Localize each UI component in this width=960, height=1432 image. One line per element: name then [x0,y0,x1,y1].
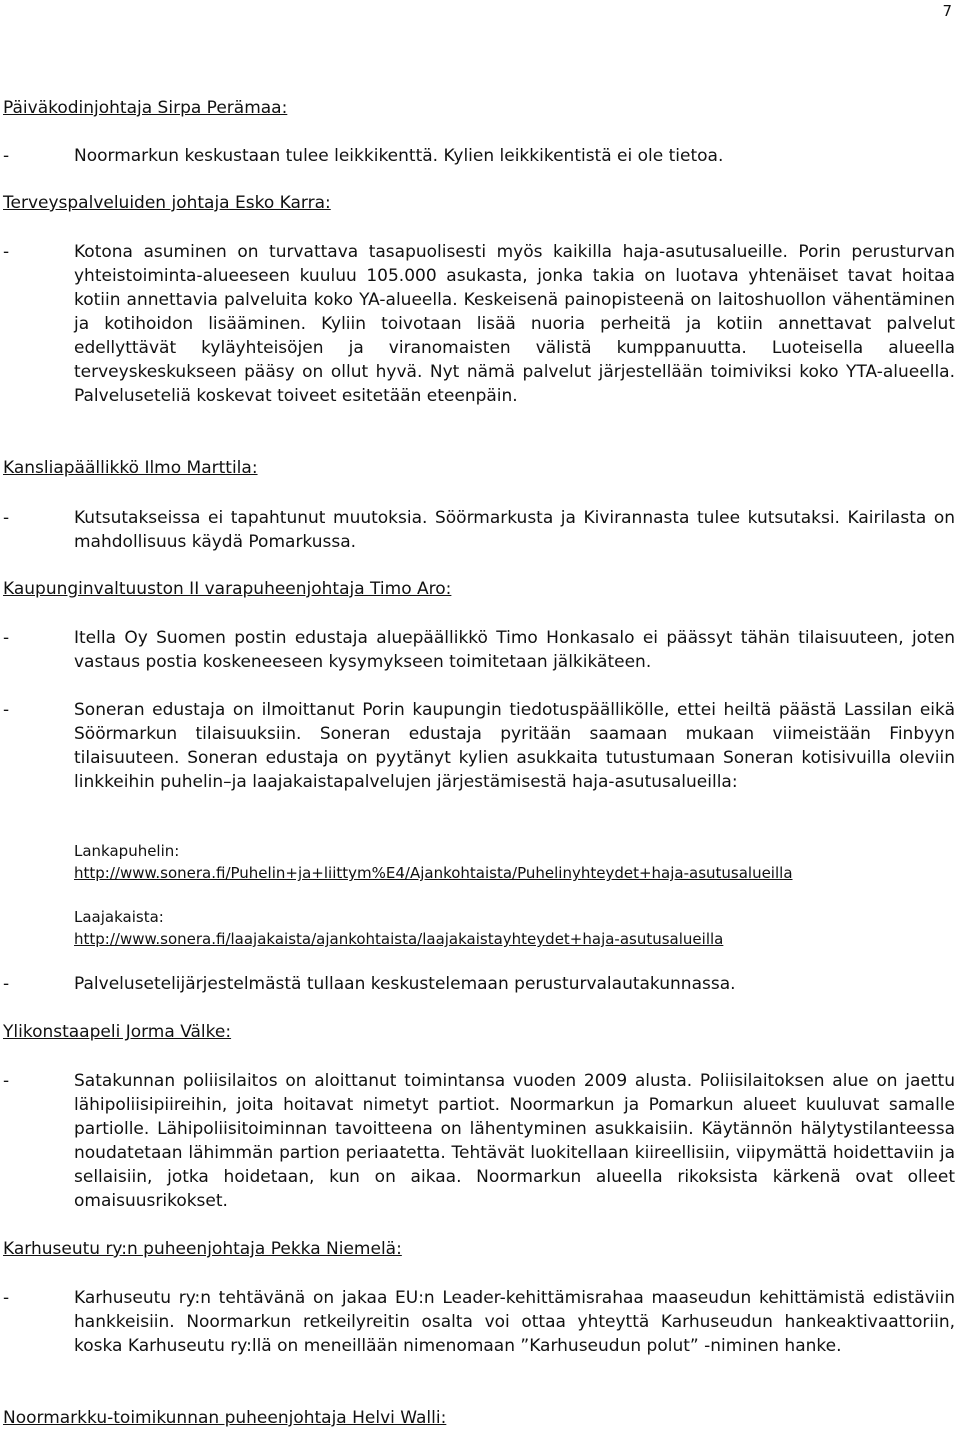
sonera-laajakaista-link[interactable]: http://www.sonera.fi/laajakaista/ajankohtaista/laajakaistayhteydet+haja-asutusalueilla [74,930,724,948]
list-dash: - [3,628,10,648]
list-item-text: Kutsutakseissa ei tapahtunut muutoksia. Söörmarkusta ja Kivirannasta tulee kutsutaksi. Kairilasta on mahdollisuus käydä Pomarkussa. [74,508,955,552]
list-dash: - [3,508,10,528]
link-label-laajakaista: Laajakaista: [74,908,164,926]
section-heading-välke: Ylikonstaapeli Jorma Välke: [3,1022,232,1042]
section-heading-walli: Noormarkku-toimikunnan puheenjohtaja Helvi Walli: [3,1408,447,1428]
list-dash: - [3,146,10,166]
sonera-lankapuhelin-link[interactable]: http://www.sonera.fi/Puhelin+ja+liittym%E4/Ajankohtaista/Puhelinyhteydet+haja-asutusalueilla [74,864,793,882]
list-item-text: Noormarkun keskustaan tulee leikkikenttä. Kylien leikkikentistä ei ole tietoa. [74,146,724,166]
list-item-text: Satakunnan poliisilaitos on aloittanut toimintansa vuoden 2009 alusta. Poliisilaitoksen alue on jaettu lähipoliisipiireihin, joita hoitavat nimetyt partiot. Noormarkun ja Pomarkun alueet kuuluvat samalle partiolle. Lähipoliisitoiminnan tavoitteena on lähentyminen asukkaisiin. Käytännön hälytystilanteessa noudatetaan lähimmän partion periaatetta. Tehtävät luokitellaan kiireellisiin, viipymättä hoidettaviin ja sellaisiin, jotka hoidetaan, kun on aikaa. Noormarkun alueella rikoksista kärkenä ovat olleet omaisuusrikokset. [74,1071,955,1211]
section-heading-marttila: Kansliapäällikkö Ilmo Marttila: [3,458,258,478]
list-item-text: Palvelusetelijärjestelmästä tullaan keskustelemaan perusturvalautakunnassa. [74,974,736,994]
section-heading-aro: Kaupunginvaltuuston II varapuheenjohtaja Timo Aro: [3,579,452,599]
section-heading-niemelä: Karhuseutu ry:n puheenjohtaja Pekka Niemelä: [3,1239,402,1259]
section-heading-karra: Terveyspalveluiden johtaja Esko Karra: [3,193,331,213]
list-item-text: Kotona asuminen on turvattava tasapuolisesti myös kaikilla haja-asutusalueille. Porin perusturvan yhteistoiminta-alueeseen kuuluu 105.000 asukasta, jonka takia on luotava yhtenäiset tavat hoitaa kotiin annettavia palveluita koko YA-alueella. Keskeisenä painopisteenä on laitoshuollon vähentäminen ja kotihoidon lisääminen. Kyliin toivotaan lisää nuoria perheitä ja kotiin annettavat palvelut edellyttävät kyläyhteisöjen ja viranomaisten välistä kumppanuutta. Luoteisella alueella terveyskeskukseen pääsy on ollut hyvä. Nyt nämä palvelut järjestellään toimiviksi koko YTA-alueella. Palveluseteliä koskevat toiveet esitetään eteenpäin. [74,242,955,406]
list-item-text: Itella Oy Suomen postin edustaja aluepäällikkö Timo Honkasalo ei päässyt tähän tilaisuuteen, joten vastaus postia koskeneeseen kysymykseen toimitetaan jälkikäteen. [74,628,955,672]
list-dash: - [3,242,10,262]
list-dash: - [3,1288,10,1308]
list-dash: - [3,974,10,994]
list-item-text: Soneran edustaja on ilmoittanut Porin kaupungin tiedotuspäällikölle, ettei heiltä päästä Lassilan eikä Söörmarkun tilaisuuksiin. Soneran edustaja pyritään saamaan mukaan viimeistään Finbyyn tilaisuuteen. Soneran edustaja on pyytänyt kylien asukkaita tutustumaan Soneran kotisivuilla oleviin linkkeihin puhelin–ja laajakaistapalvelujen järjestämisestä haja-asutusalueilla: [74,700,955,792]
page-number: 7 [942,2,952,20]
list-dash: - [3,1071,10,1091]
link-label-lankapuhelin: Lankapuhelin: [74,842,180,860]
section-heading-perämaa: Päiväkodinjohtaja Sirpa Perämaa: [3,98,288,118]
list-dash: - [3,700,10,720]
list-item-text: Karhuseutu ry:n tehtävänä on jakaa EU:n Leader-kehittämisrahaa maaseudun kehittämistä edistäviin hankkeisiin. Noormarkun retkeilyreitin osalta voi ottaa yhteyttä Karhuseudun hankeaktivaattoriin, koska Karhuseutu ry:llä on meneillään nimenomaan ”Karhuseudun polut” -niminen hanke. [74,1288,955,1356]
